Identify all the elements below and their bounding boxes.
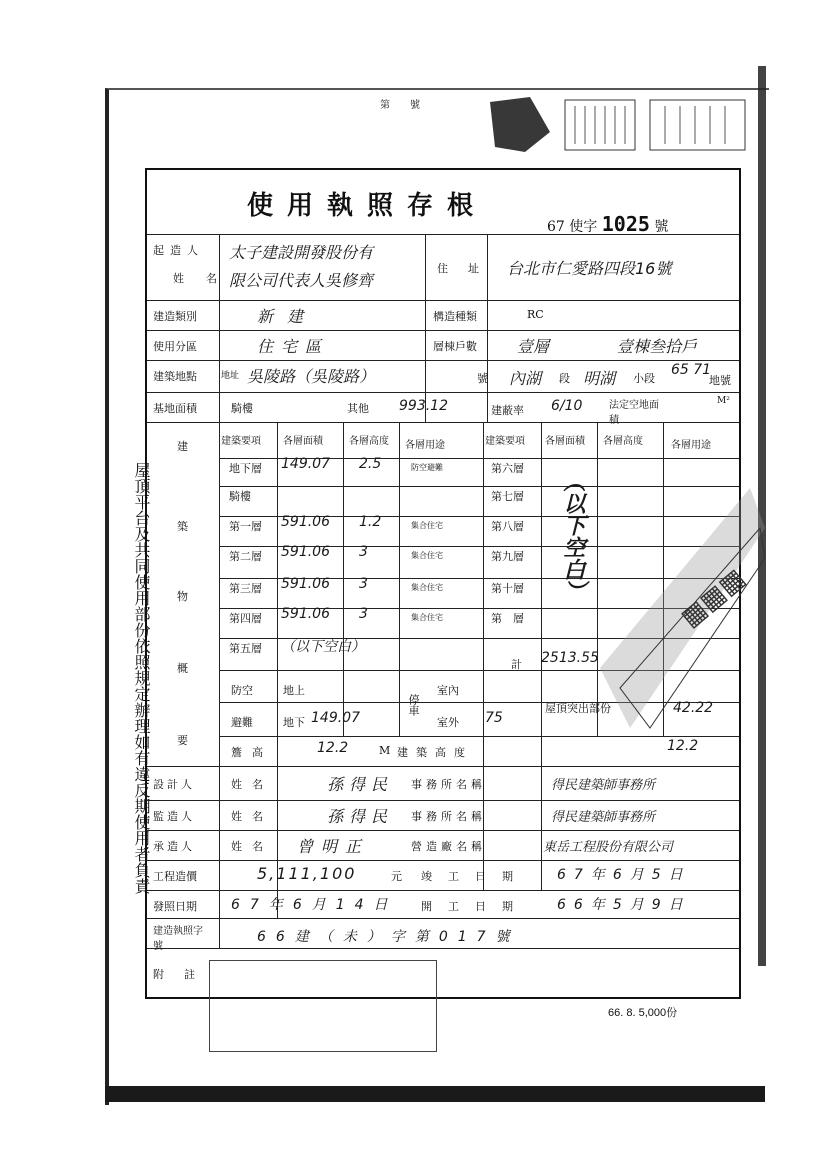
coverage-label: 建蔽率 [491, 404, 524, 417]
floor-label-right: 第六層 [491, 462, 524, 475]
issue-label: 發照日期 [153, 900, 197, 913]
address-label: 住址 [437, 262, 499, 275]
floor-label: 第三層 [229, 582, 262, 595]
seal-stamp-top [470, 92, 760, 162]
site-lot-3: 明湖 [583, 369, 616, 388]
floor-label-right: 第十層 [491, 582, 524, 595]
head-height-right: 各層高度 [603, 436, 643, 447]
shelter-label-2: 避難 [231, 716, 253, 729]
divider [147, 860, 739, 861]
floor-area: 149.07 [281, 456, 330, 472]
divider [343, 422, 344, 736]
shelter-label: 防空 [231, 684, 253, 697]
seal-stamp-graphic [470, 92, 760, 162]
site-sub: 地址 [221, 371, 240, 381]
floor-area: 591.06 [281, 514, 330, 530]
zone-label: 使用分區 [153, 340, 197, 353]
supervisor-office-label: 事務所名稱 [411, 810, 486, 823]
floor-label-right: 第七層 [491, 490, 524, 503]
cert-no: 1025 [601, 212, 650, 236]
legal-unit: M² [717, 396, 730, 406]
head-use-right: 各層用途 [671, 440, 711, 451]
floor-label: 騎樓 [229, 490, 251, 503]
floor-area: （以下空白） [281, 639, 365, 655]
section-label: 建 [177, 440, 188, 453]
zone-value: 住宅區 [257, 337, 330, 356]
head-area: 各層面積 [283, 436, 323, 447]
header-marks: 第 號 [380, 100, 420, 111]
category-value: 新建 [257, 307, 318, 326]
head-height: 各層高度 [349, 436, 389, 447]
floors-value-2: 壹棟叁拾戶 [617, 337, 698, 356]
parking-sub-1: 室內 [437, 684, 459, 697]
cost-label: 工程造價 [153, 870, 197, 883]
head-item-right: 建築要項 [485, 436, 525, 447]
roof-value: 42.22 [673, 700, 714, 716]
floor-area: 591.06 [281, 544, 330, 560]
divider [399, 422, 400, 736]
supervisor-name-label: 姓名 [231, 810, 273, 823]
total-label: 計 [511, 658, 522, 671]
site-lot-label: 號 [477, 372, 488, 385]
site-value: 吳陵路（吳陵路） [247, 367, 376, 386]
floor-height: 3 [359, 576, 368, 592]
cost-value: 5,111,100 [257, 864, 357, 883]
cert-word: 使字 [569, 219, 598, 235]
structure-label: 構造種類 [433, 310, 477, 323]
area-other: 993.12 [399, 398, 448, 414]
parking-label: 停車 [407, 694, 420, 716]
builder-label-1: 起造人 [153, 244, 204, 257]
note-label: 附註 [153, 968, 215, 981]
start-value: 66年5月9日 [557, 897, 691, 913]
floor-label-right: 第八層 [491, 520, 524, 533]
divider [147, 234, 739, 235]
site-label: 建築地點 [153, 370, 197, 383]
floors-value-1: 壹層 [517, 337, 550, 356]
section-label: 概 [177, 662, 188, 675]
divider [147, 360, 739, 361]
floor-height: 3 [359, 606, 368, 622]
site-lot-1: 內湖 [509, 369, 542, 388]
contractor-firm: 東岳工程股份有限公司 [543, 840, 674, 855]
permit-label: 建造執照字號 [153, 926, 203, 952]
floor-label-right: 第九層 [491, 550, 524, 563]
right-blank: （以下空白） [560, 470, 585, 602]
floor-label: 第四層 [229, 612, 262, 625]
height-value: 12.2 [317, 740, 349, 756]
footer-print: 66. 8. 5,000份 [608, 1007, 678, 1019]
designer-label: 設計人 [153, 778, 195, 791]
designer-name-label: 姓名 [231, 778, 273, 791]
floor-height: 2.5 [359, 456, 382, 472]
builder-name-1: 太子建設開發股份有 [229, 243, 374, 262]
section-label: 要 [177, 734, 188, 747]
divider [219, 486, 739, 487]
start-label: 開工日期 [421, 900, 529, 913]
cost-unit: 元 [391, 870, 402, 883]
floor-label: 第五層 [229, 642, 262, 655]
head-item: 建築要項 [221, 436, 261, 447]
divider [147, 918, 739, 919]
parking-out: 75 [485, 710, 503, 726]
floor-label-right: 第 層 [491, 612, 524, 625]
side-note: 屋頂平台及共同使用部份依照規定辦理如有違反期使用者負責 [132, 462, 151, 894]
floor-height: 3 [359, 544, 368, 560]
head-use: 各層用途 [405, 440, 445, 451]
cert-suffix: 號 [654, 219, 669, 235]
area-sub-1: 騎樓 [231, 402, 253, 415]
builder-label-2: 姓名 [173, 272, 239, 285]
address-value: 台北市仁愛路四段16號 [507, 259, 672, 278]
bldg-height-value: 12.2 [667, 738, 699, 754]
divider [541, 766, 542, 890]
divider [147, 330, 739, 331]
divider [147, 890, 739, 891]
divider [219, 234, 220, 948]
complete-label: 竣工日期 [421, 870, 529, 883]
cert-number [547, 212, 668, 236]
issue-value: 67年6月14日 [231, 897, 398, 913]
supervisor-name: 孫得民 [327, 807, 394, 826]
shelter-under: 149.07 [311, 710, 360, 726]
height-unit: M [379, 744, 391, 757]
contractor-name: 曾明正 [297, 837, 370, 856]
permit-value: 66建（未）字第017號 [257, 929, 520, 945]
designer-office: 得民建築師事務所 [551, 778, 656, 793]
shelter-sub-2: 地下 [283, 716, 305, 729]
divider [277, 422, 278, 766]
divider [541, 422, 542, 766]
divider [425, 234, 426, 422]
floor-area: 591.06 [281, 576, 330, 592]
structure-value: RC [527, 308, 544, 321]
section-label: 物 [177, 590, 188, 603]
divider [147, 300, 739, 301]
category-label: 建造類別 [153, 310, 197, 323]
floor-label: 第一層 [229, 520, 262, 533]
floor-area: 591.06 [281, 606, 330, 622]
official-stamp [209, 960, 437, 1052]
designer-name: 孫得民 [327, 775, 394, 794]
shelter-sub-1: 地上 [283, 684, 305, 697]
site-lot-4: 小段 [633, 372, 655, 385]
designer-office-label: 事務所名稱 [411, 778, 486, 791]
divider [147, 800, 739, 801]
divider [483, 422, 484, 766]
floor-use: 集合住宅 [411, 613, 443, 622]
floor-label: 第二層 [229, 550, 262, 563]
legal-label: 法定空地面積 [609, 400, 659, 426]
floor-height: 1.2 [359, 514, 382, 530]
floor-label: 地下層 [229, 462, 262, 475]
supervisor-office: 得民建築師事務所 [551, 810, 656, 825]
builder-name-2: 限公司代表人吳修齊 [229, 271, 374, 290]
divider [147, 948, 739, 949]
bottom-bar [105, 1086, 765, 1102]
diagonal-stamp [590, 488, 765, 748]
floor-use: 防空避難 [411, 463, 443, 472]
floor-use: 集合住宅 [411, 521, 443, 530]
roof-label: 屋頂突出部份 [545, 702, 611, 715]
divider [147, 766, 739, 767]
divider [147, 830, 739, 831]
floors-label: 層棟戶數 [433, 340, 477, 353]
parking-sub-2: 室外 [437, 716, 459, 729]
area-sub-2: 其他 [347, 402, 369, 415]
site-lot-5: 65 71 [671, 362, 712, 378]
section-label: 築 [177, 520, 188, 533]
site-lot-6: 地號 [709, 374, 731, 387]
site-lot-2: 段 [559, 372, 570, 385]
svg-text:▦▦▦: ▦▦▦ [675, 563, 751, 634]
supervisor-label: 監造人 [153, 810, 195, 823]
contractor-label: 承造人 [153, 840, 195, 853]
divider [147, 392, 739, 393]
contractor-firm-label: 營造廠名稱 [411, 840, 486, 853]
diagonal-stamp-graphic [590, 488, 765, 748]
head-area-right: 各層面積 [545, 436, 585, 447]
form-title: 使用執照存根 [247, 191, 488, 221]
contractor-name-label: 姓名 [231, 840, 273, 853]
coverage-value: 6/10 [551, 398, 583, 414]
cert-prefix: 67 [547, 219, 565, 235]
area-label: 基地面積 [153, 402, 197, 415]
floor-use: 集合住宅 [411, 551, 443, 560]
complete-value: 67年6月5日 [557, 867, 691, 883]
total-value: 2513.55 [541, 650, 599, 666]
bldg-height-label: 建築高度 [397, 746, 473, 759]
height-label: 簷高 [231, 746, 273, 759]
floor-use: 集合住宅 [411, 583, 443, 592]
